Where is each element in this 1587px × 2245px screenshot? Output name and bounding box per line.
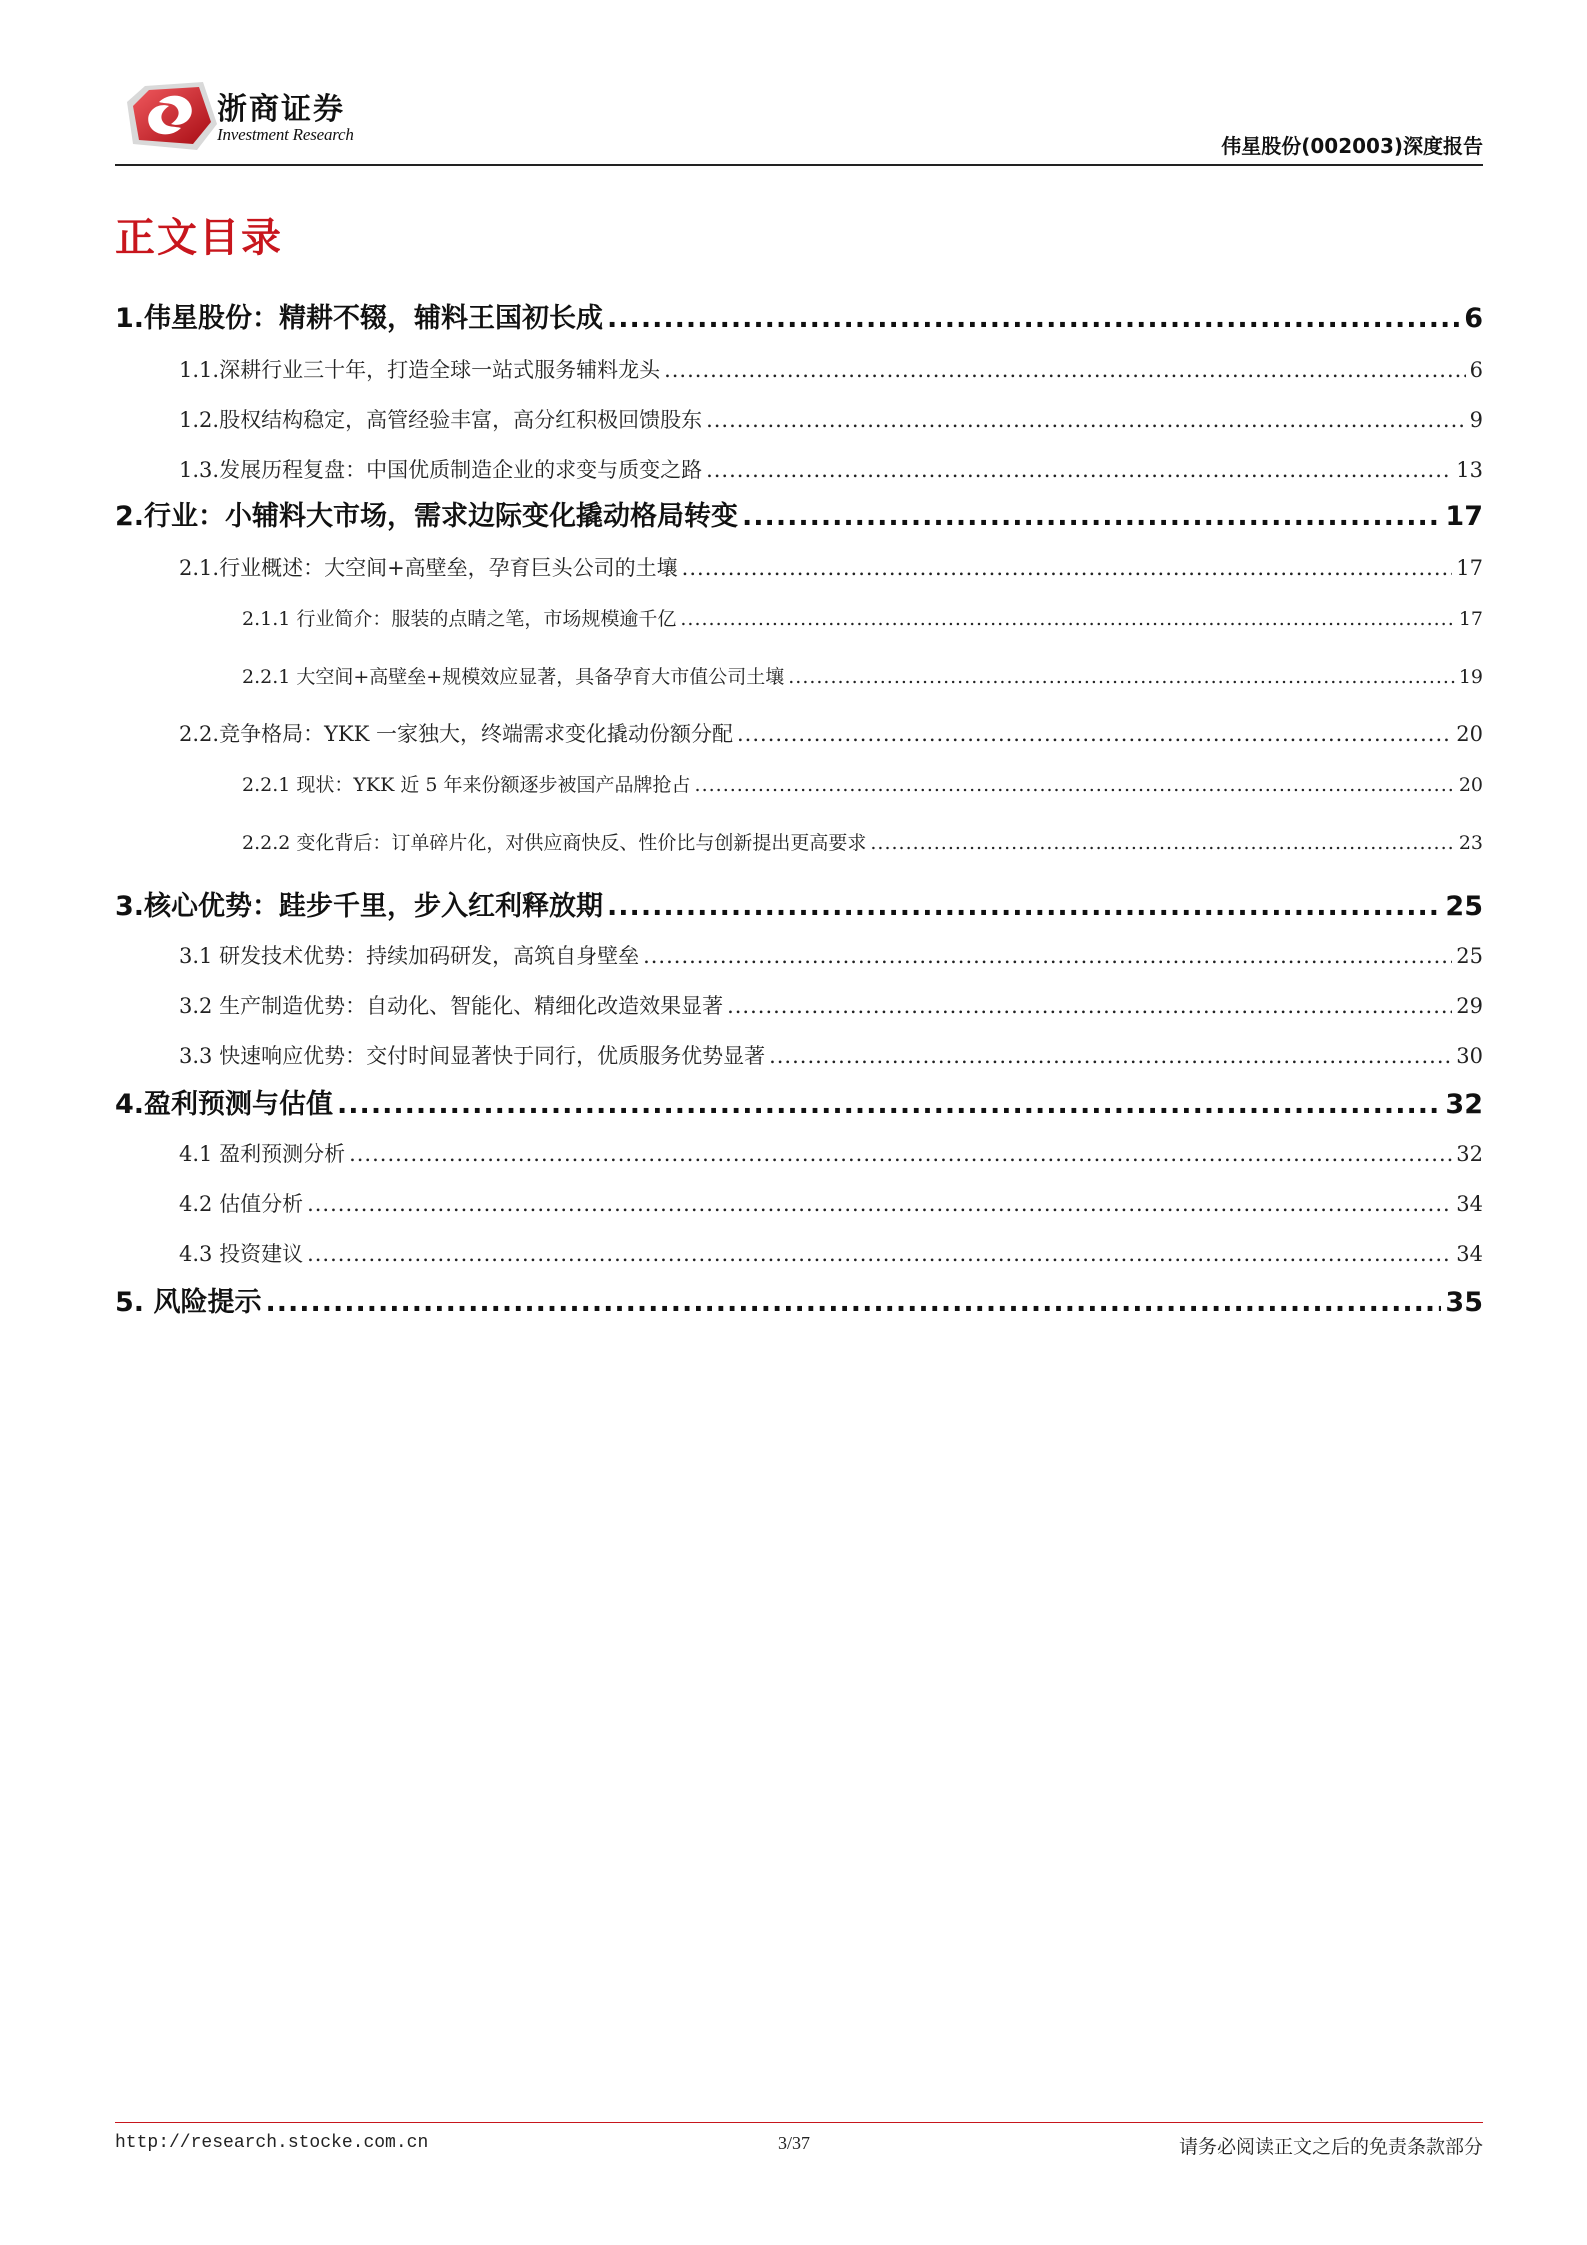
toc-leader-dots [607, 303, 1460, 334]
footer-url-link[interactable]: http://research.stocke.com.cn [115, 2133, 429, 2153]
toc-entry-page: 34 [1456, 1242, 1483, 1266]
toc-entry-page: 20 [1458, 774, 1483, 796]
toc-title: 正文目录 [115, 215, 283, 261]
footer-divider [115, 2122, 1483, 2123]
toc-leader-dots [664, 358, 1466, 382]
toc-leader-dots [607, 891, 1441, 922]
toc-entry-level3[interactable] [242, 604, 1483, 631]
toc-entry-level2[interactable] [179, 1238, 1483, 1268]
toc-entry-page: 25 [1445, 891, 1483, 922]
toc-entry-level2[interactable] [179, 1040, 1483, 1070]
toc-leader-dots [349, 1142, 1452, 1166]
toc-entry-text: 2.2.1 大空间+高壁垒+规模效应显著，具备孕育大市值公司土壤 [242, 666, 785, 688]
toc-leader-dots [706, 408, 1466, 432]
toc-entry-text: 2.2.2 变化背后：订单碎片化，对供应商快反、性价比与创新提出更高要求 [242, 832, 867, 854]
toc-entry-page: 17 [1456, 556, 1483, 580]
toc-entry-level3[interactable] [242, 770, 1483, 797]
toc-entry-text: 1.1.深耕行业三十年，打造全球一站式服务辅料龙头 [179, 358, 661, 382]
toc-entry-text: 2.2.竞争格局：YKK 一家独大，终端需求变化撬动份额分配 [179, 722, 733, 746]
toc-entry-level1[interactable] [115, 1082, 1483, 1121]
report-name: 伟星股份(002003)深度报告 [1221, 134, 1483, 158]
toc-entry-page: 19 [1458, 666, 1483, 688]
toc-entry-page: 29 [1456, 994, 1483, 1018]
toc-entry-text: 4.3 投资建议 [179, 1242, 304, 1266]
toc-entry-level2[interactable] [179, 404, 1483, 434]
toc-entry-text: 3.2 生产制造优势：自动化、智能化、精细化改造效果显著 [179, 994, 724, 1018]
toc-entry-text: 2.1.1 行业简介：服装的点睛之笔，市场规模逾千亿 [242, 608, 677, 630]
toc-entry-text: 5. 风险提示 [115, 1287, 262, 1318]
toc-leader-dots [337, 1089, 1441, 1120]
toc-entry-text: 4.2 估值分析 [179, 1192, 304, 1216]
toc-entry-level2[interactable] [179, 990, 1483, 1020]
toc-entry-level1[interactable] [115, 884, 1483, 923]
toc-entry-text: 1.伟星股份：精耕不辍，辅料王国初长成 [115, 303, 604, 334]
toc-entry-level2[interactable] [179, 1188, 1483, 1218]
header-divider [115, 164, 1483, 166]
toc-leader-dots [706, 458, 1452, 482]
toc-entry-level2[interactable] [179, 552, 1483, 582]
toc-entry-level1[interactable] [115, 1280, 1483, 1319]
toc-entry-page: 17 [1458, 608, 1483, 630]
toc-entry-page: 23 [1458, 832, 1483, 854]
page-header [115, 78, 1483, 168]
toc-entry-page: 35 [1445, 1287, 1483, 1318]
toc-entry-level2[interactable] [179, 354, 1483, 384]
toc-entry-level3[interactable] [242, 662, 1483, 689]
toc-entry-text: 4.盈利预测与估值 [115, 1089, 334, 1120]
toc-entry-page: 25 [1456, 944, 1483, 968]
toc-leader-dots [695, 774, 1455, 796]
toc-leader-dots [307, 1192, 1452, 1216]
toc-entry-page: 32 [1445, 1089, 1483, 1120]
toc-leader-dots [643, 944, 1452, 968]
toc-entry-page: 6 [1469, 358, 1483, 382]
toc-entry-page: 34 [1456, 1192, 1483, 1216]
toc-entry-text: 2.1.行业概述：大空间+高壁垒，孕育巨头公司的土壤 [179, 556, 678, 580]
toc-entry-text: 2.2.1 现状：YKK 近 5 年来份额逐步被国产品牌抢占 [242, 774, 691, 796]
toc-leader-dots [788, 666, 1455, 688]
toc-entry-page: 9 [1469, 408, 1483, 432]
toc-entry-level2[interactable] [179, 1138, 1483, 1168]
toc-entry-level1[interactable] [115, 296, 1483, 335]
toc-leader-dots [680, 608, 1454, 630]
toc-entry-page: 32 [1456, 1142, 1483, 1166]
toc-leader-dots [769, 1044, 1452, 1068]
toc-leader-dots [737, 722, 1452, 746]
toc-entry-text: 1.3.发展历程复盘：中国优质制造企业的求变与质变之路 [179, 458, 703, 482]
toc-leader-dots [727, 994, 1452, 1018]
toc-entry-page: 17 [1445, 501, 1483, 532]
toc-entry-level1[interactable] [115, 494, 1483, 533]
toc-entry-level2[interactable] [179, 718, 1483, 748]
toc-leader-dots [742, 501, 1441, 532]
toc-entry-page: 30 [1456, 1044, 1483, 1068]
toc-entry-text: 3.核心优势：跬步千里，步入红利释放期 [115, 891, 604, 922]
toc-entry-page: 6 [1464, 303, 1483, 334]
toc-entry-level2[interactable] [179, 940, 1483, 970]
zheshang-logo-icon [125, 80, 221, 152]
toc-leader-dots [265, 1287, 1441, 1318]
footer-page-number: 3/37 [778, 2133, 811, 2153]
logo-chinese-name: 浙商证券 [217, 92, 345, 127]
toc-entry-text: 4.1 盈利预测分析 [179, 1142, 346, 1166]
toc-entry-level3[interactable] [242, 828, 1483, 855]
toc-entry-page: 20 [1456, 722, 1483, 746]
toc-leader-dots [307, 1242, 1452, 1266]
footer-disclaimer: 请务必阅读正文之后的免责条款部分 [1178, 2136, 1483, 2158]
toc-entry-text: 3.3 快速响应优势：交付时间显著快于同行，优质服务优势显著 [179, 1044, 766, 1068]
toc-leader-dots [682, 556, 1453, 580]
toc-entry-page: 13 [1456, 458, 1483, 482]
toc-leader-dots [870, 832, 1454, 854]
toc-entry-text: 2.行业：小辅料大市场，需求边际变化撬动格局转变 [115, 501, 739, 532]
toc-entry-text: 1.2.股权结构稳定，高管经验丰富，高分红积极回馈股东 [179, 408, 703, 432]
toc-entry-text: 3.1 研发技术优势：持续加码研发，高筑自身壁垒 [179, 944, 640, 968]
logo-english-name: Investment Research [217, 125, 354, 144]
toc-entry-level2[interactable] [179, 454, 1483, 484]
